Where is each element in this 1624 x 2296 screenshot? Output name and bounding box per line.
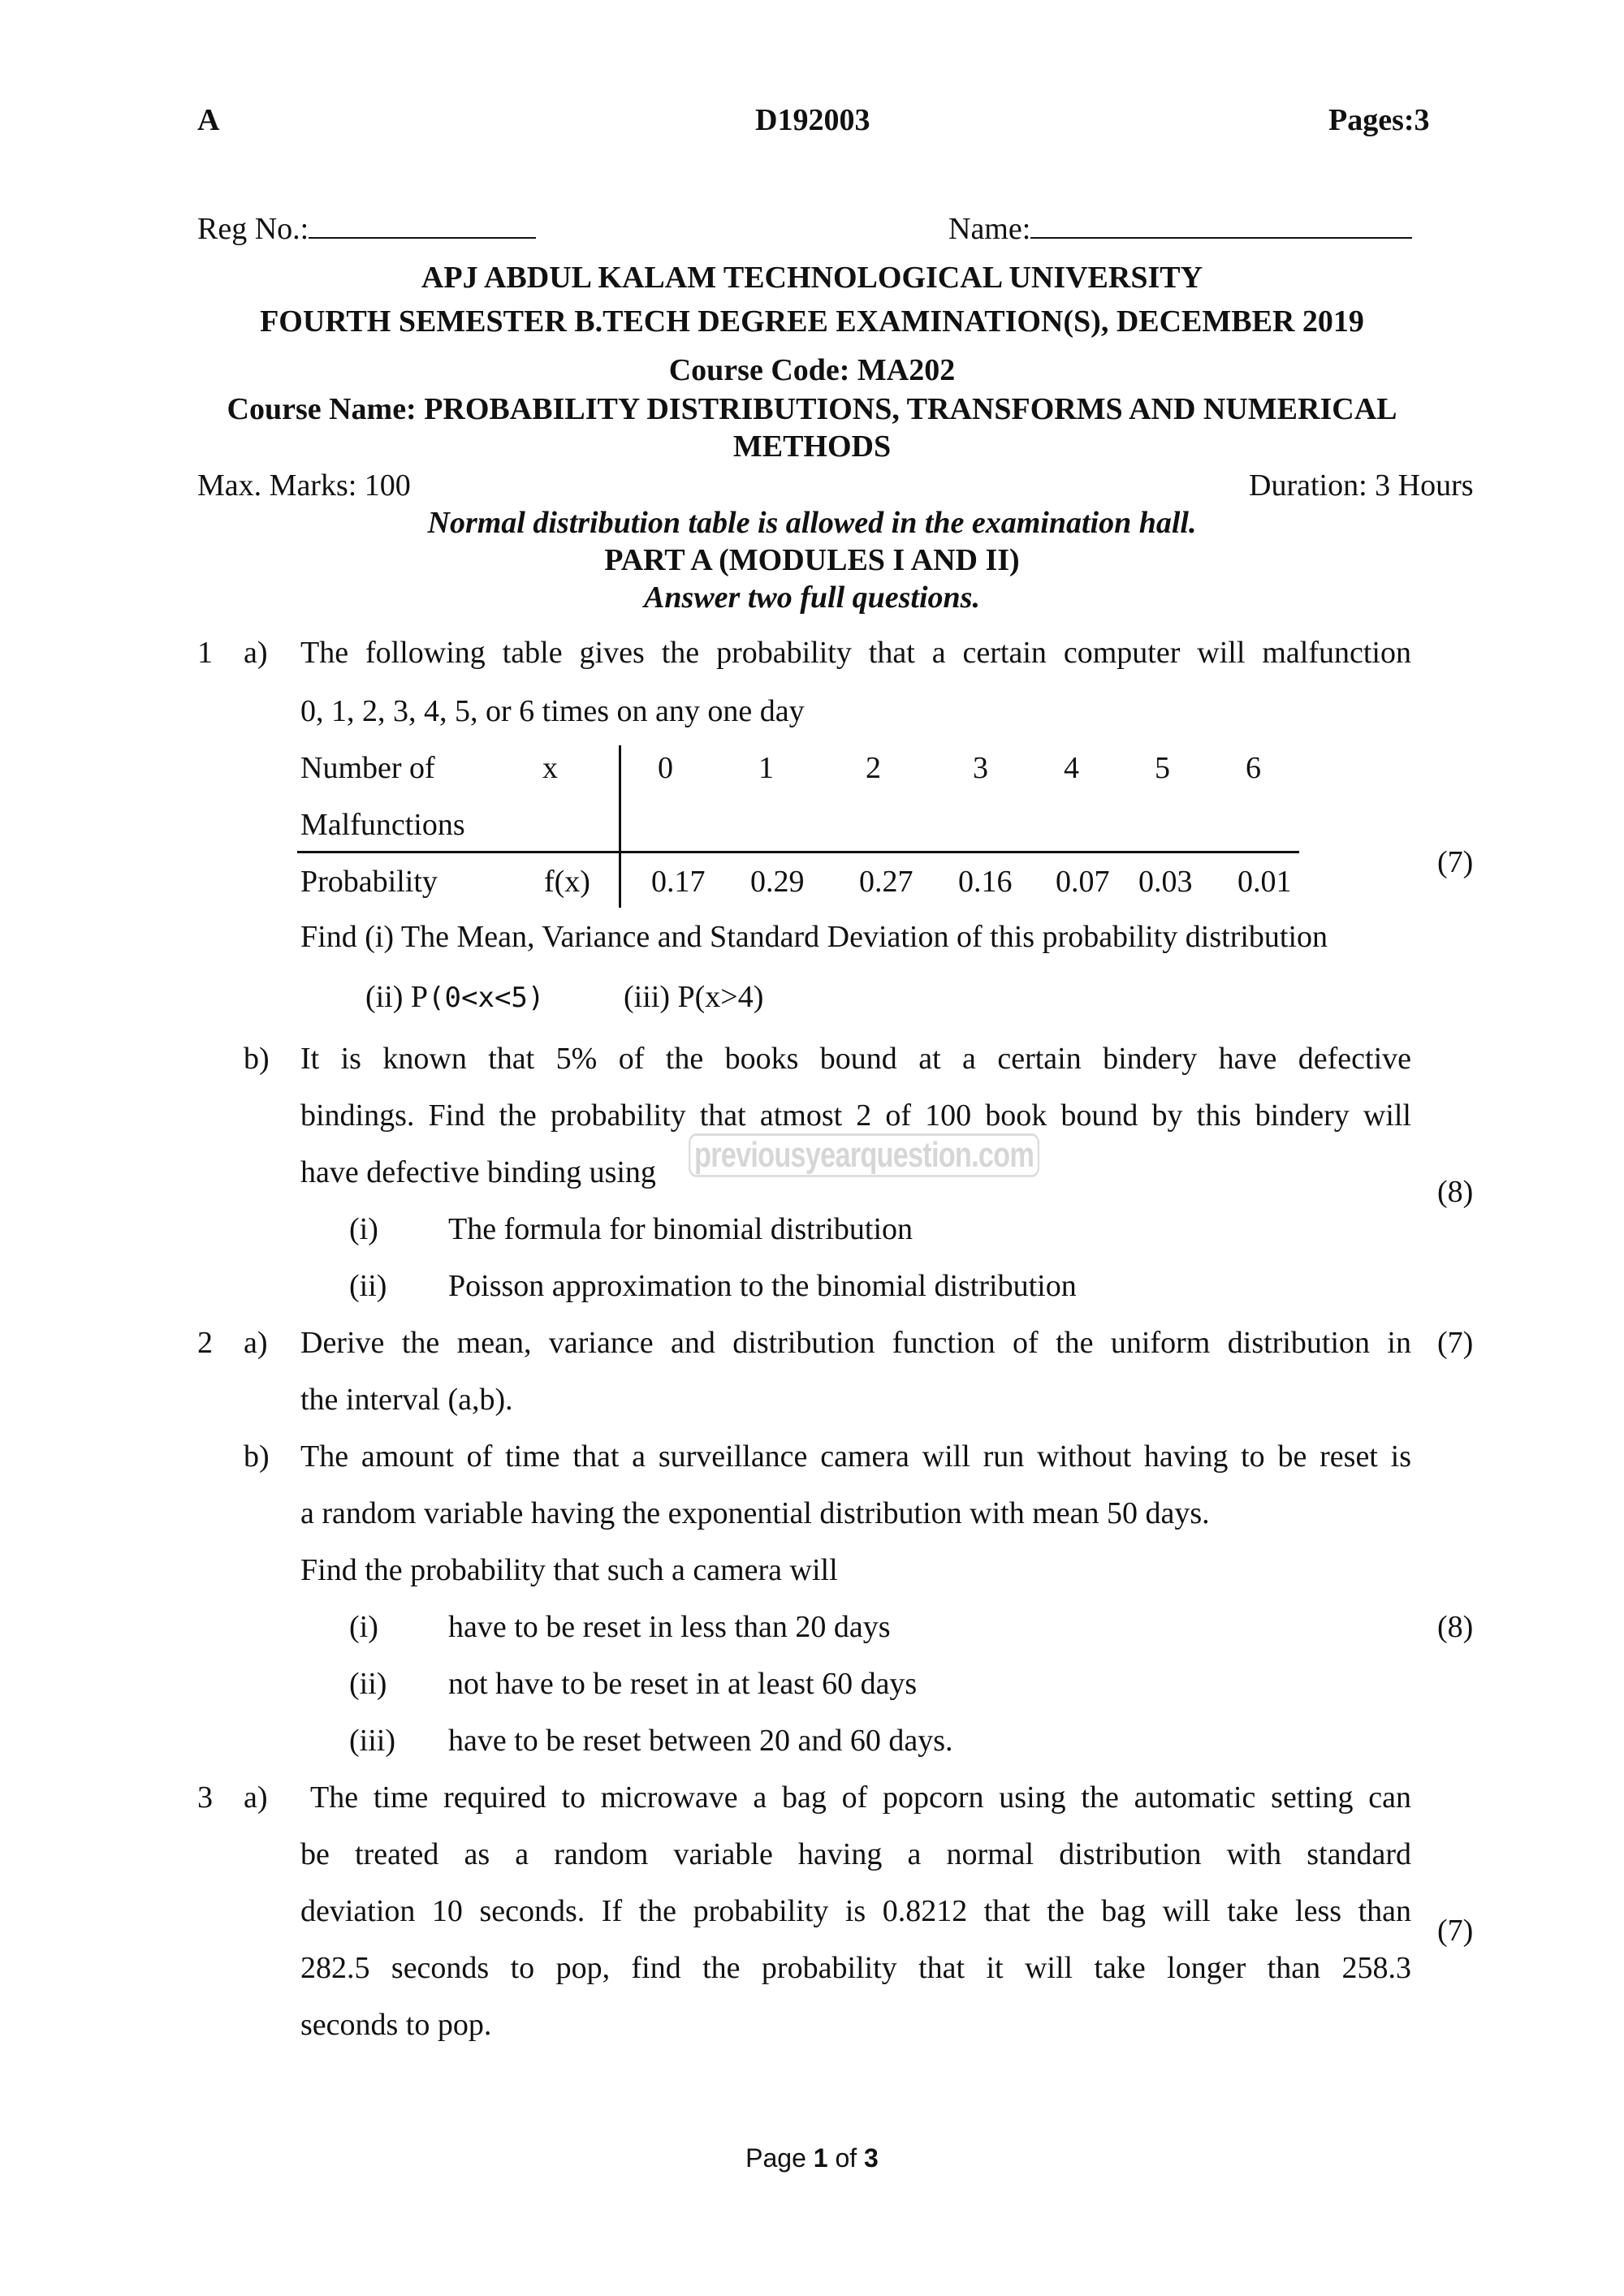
q2a-marks: (7) — [1437, 1326, 1474, 1360]
q2b-i-label: (i) — [349, 1610, 378, 1644]
paper-code: D192003 — [755, 103, 870, 137]
q2b-iii-label: (iii) — [349, 1724, 395, 1758]
f-value: 0.27 — [859, 865, 914, 899]
q1b-line1: It is known that 5% of the books bound at a certain bindery have defective — [300, 1042, 1411, 1076]
q1b-label: b) — [244, 1042, 270, 1076]
footer-of-word: of — [835, 2143, 857, 2173]
q1a-find-iii: (iii) P(x>4) — [624, 980, 764, 1014]
duration: Duration: 3 Hours — [1249, 468, 1474, 503]
q1a-marks: (7) — [1437, 845, 1474, 879]
table-vertical-rule — [619, 745, 621, 908]
watermark-logo: previousyearquestion.com — [689, 1133, 1039, 1177]
max-marks: Max. Marks: 100 — [197, 468, 411, 503]
university-title: APJ ABDUL KALAM TECHNOLOGICAL UNIVERSITY — [421, 261, 1203, 295]
footer-page-total: 3 — [864, 2143, 879, 2173]
reg-no-blank — [309, 209, 536, 239]
q1b-i-text: The formula for binomial distribution — [448, 1212, 914, 1246]
q2b-line3: Find the probability that such a camera will — [300, 1553, 838, 1587]
page-footer — [0, 2143, 1624, 2173]
x-value: 3 — [973, 751, 988, 785]
q3a-line5: seconds to pop. — [300, 2008, 492, 2042]
f-value: 0.03 — [1138, 865, 1193, 899]
q1b-line2: bindings. Find the probability that atmost 2 of 100 book bound by this bindery will — [300, 1098, 1411, 1133]
q1b-marks: (8) — [1437, 1175, 1474, 1209]
q3a-line1: The time required to microwave a bag of popcorn using the automatic setting can — [310, 1780, 1411, 1815]
f-value: 0.29 — [750, 865, 805, 899]
q2a-line2: the interval (a,b). — [300, 1383, 513, 1417]
footer-page-word: Page — [745, 2143, 806, 2173]
q1a-find-ii-label: (ii) P — [365, 980, 429, 1014]
part-title: PART A (MODULES I AND II) — [604, 543, 1020, 577]
table-fx-symbol: f(x) — [544, 865, 590, 899]
x-value: 1 — [758, 751, 774, 785]
exam-note: Normal distribution table is allowed in the examination hall. — [427, 506, 1197, 540]
part-instruction: Answer two full questions. — [644, 580, 980, 615]
table-horizontal-rule — [297, 851, 1299, 853]
q2b-i-text: have to be reset in less than 20 days — [448, 1610, 891, 1644]
q2b-iii-text: have to be reset between 20 and 60 days. — [448, 1724, 953, 1758]
page-count: Pages:3 — [1328, 103, 1430, 137]
name-field — [948, 209, 1412, 248]
q3a-line4: 282.5 seconds to pop, find the probability that it will take longer than 258.3 — [300, 1951, 1411, 1985]
q1a-find-ii-expr: (0<x<5) — [428, 982, 545, 1014]
reg-no-label: Reg No.: — [197, 212, 309, 246]
q2a-label: a) — [244, 1326, 268, 1360]
table-x-symbol: x — [542, 751, 558, 785]
q2-number: 2 — [197, 1326, 213, 1360]
x-value: 5 — [1155, 751, 1170, 785]
course-name-line2: METHODS — [732, 429, 892, 464]
f-value: 0.01 — [1237, 865, 1292, 899]
q1b-i-label: (i) — [349, 1212, 378, 1246]
q1a-label: a) — [244, 636, 268, 670]
q1b-ii-label: (ii) — [349, 1269, 387, 1303]
course-name-line1: Course Name: PROBABILITY DISTRIBUTIONS, TRANSFORMS AND NUMERICAL — [227, 392, 1397, 426]
q3a-line2: be treated as a random variable having a normal distribution with standard — [300, 1837, 1411, 1871]
q1a-find-ii — [365, 978, 544, 1017]
x-value: 0 — [658, 751, 673, 785]
set-label: A — [197, 103, 220, 137]
q1a-line1: The following table gives the probability that a certain computer will malfunction — [300, 636, 1411, 670]
x-value: 6 — [1246, 751, 1261, 785]
q3-number: 3 — [197, 1780, 213, 1815]
x-value: 4 — [1064, 751, 1079, 785]
f-value: 0.16 — [958, 865, 1013, 899]
table-row2-label: Probability — [300, 865, 438, 899]
q2b-ii-label: (ii) — [349, 1667, 387, 1701]
q3a-marks: (7) — [1437, 1914, 1474, 1948]
reg-no-field — [197, 209, 536, 248]
footer-page-num: 1 — [813, 2143, 828, 2173]
name-label: Name: — [948, 212, 1031, 246]
q1a-line2: 0, 1, 2, 3, 4, 5, or 6 times on any one day — [300, 694, 805, 728]
q2b-line2: a random variable having the exponential distribution with mean 50 days. — [300, 1496, 1210, 1530]
q1-number: 1 — [197, 636, 213, 670]
table-row1-label-2: Malfunctions — [300, 808, 465, 842]
f-value: 0.17 — [651, 865, 706, 899]
q1a-find: Find (i) The Mean, Variance and Standard Deviation of this probability distribution — [300, 920, 1328, 954]
q1b-ii-text: Poisson approximation to the binomial distribution — [448, 1269, 1077, 1303]
course-code: Course Code: MA202 — [668, 353, 956, 387]
f-value: 0.07 — [1056, 865, 1110, 899]
q2b-label: b) — [244, 1439, 270, 1474]
q3a-line3: deviation 10 seconds. If the probability is 0.8212 that the bag will take less than — [300, 1894, 1411, 1928]
table-row1-label-1: Number of — [300, 751, 435, 785]
q2a-line1: Derive the mean, variance and distribution function of the uniform distribution in — [300, 1326, 1411, 1360]
q2b-marks: (8) — [1437, 1610, 1474, 1644]
name-blank — [1030, 209, 1412, 239]
q3a-label: a) — [244, 1780, 268, 1815]
exam-title: FOURTH SEMESTER B.TECH DEGREE EXAMINATION(S), DECEMBER 2019 — [260, 304, 1364, 339]
q1b-line3: have defective binding using — [300, 1155, 656, 1189]
q2b-ii-text: not have to be reset in at least 60 days — [448, 1667, 918, 1701]
q2b-line1: The amount of time that a surveillance camera will run without having to be reset is — [300, 1439, 1411, 1474]
x-value: 2 — [866, 751, 881, 785]
